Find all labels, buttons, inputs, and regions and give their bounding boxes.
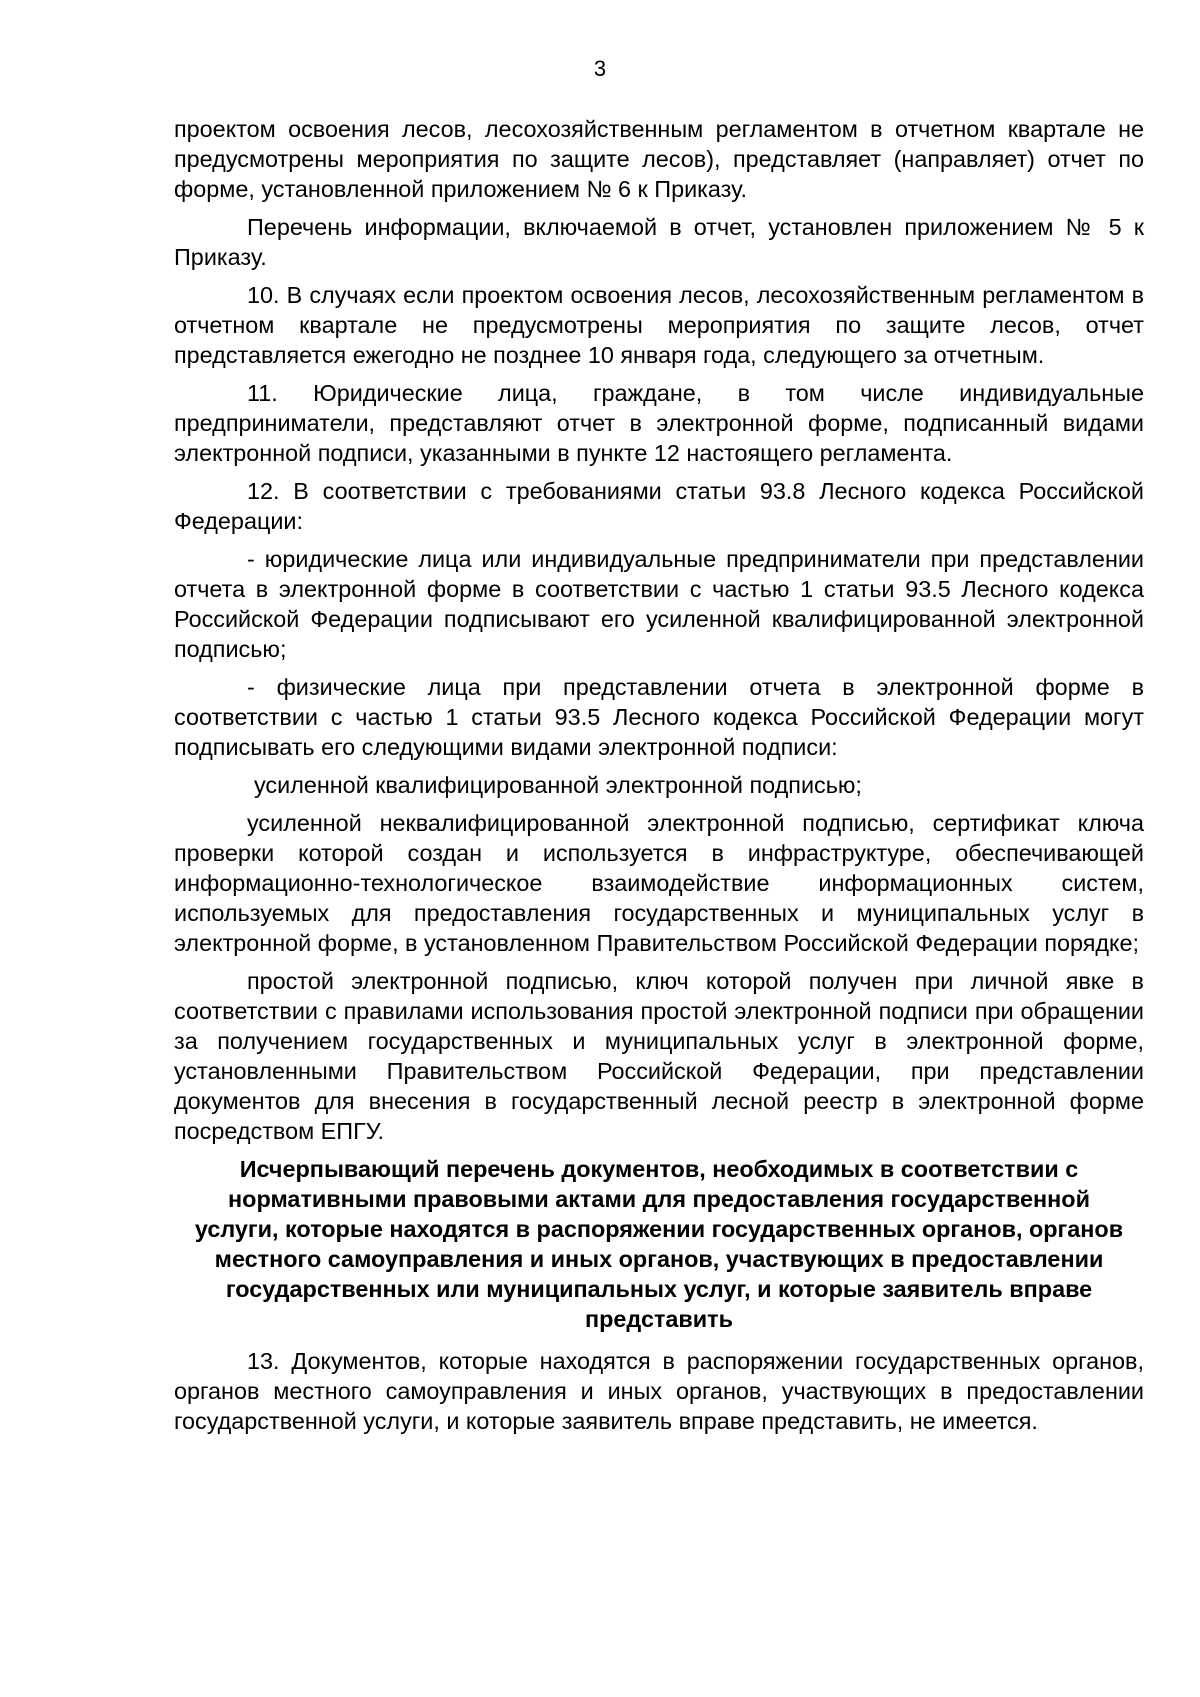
paragraph-simple-signature: простой электронной подписью, ключ которой получен при личной явке в соответствии с правилами использования простой электронной подписи при обращении за получением государственных и муниципальных услуг в электронной форме, установленными Правительством Российской Федерации, при представлении документов для внесения в государственный лесной реестр в электронной форме посредством ЕПГУ.: [174, 968, 1144, 1144]
paragraph-11: 11. Юридические лица, граждане, в том числе индивидуальные предприниматели, представляют отчет в электронной форме, подписанный видами электронной подписи, указанными в пункте 12 настоящего регламента.: [174, 380, 1144, 466]
document-body: [174, 114, 1144, 1444]
paragraph-qualified-signature: усиленной квалифицированной электронной подписью;: [254, 772, 862, 798]
paragraph-12: 12. В соответствии с требованиями статьи 93.8 Лесного кодекса Российской Федерации:: [174, 478, 1144, 534]
paragraph-10: 10. В случаях если проектом освоения лесов, лесохозяйственным регламентом в отчетном квартале не предусмотрены мероприятия по защите лесов, отчет представляется ежегодно не позднее 10 января года, следующего за отчетным.: [174, 282, 1144, 368]
paragraph-13: 13. Документов, которые находятся в распоряжении государственных органов, органов местного самоуправления и иных органов, участвующих в предоставлении государственной услуги, и которые заявитель вправе представить, не имеется.: [174, 1348, 1144, 1434]
paragraph-continuation: проектом освоения лесов, лесохозяйственным регламентом в отчетном квартале не предусмотрены мероприятия по защите лесов), представляет (направляет) отчет по форме, установленной приложением № 6 к Приказу.: [174, 116, 1144, 202]
paragraph-unqualified-signature: усиленной неквалифицированной электронной подписью, сертификат ключа проверки которой создан и используется в инфраструктуре, обеспечивающей информационно-технологическое взаимодействие информационных систем, используемых для предоставления государственных и муниципальных услуг в электронной форме, в установленном Правительством Российской Федерации порядке;: [174, 810, 1144, 956]
paragraph-legal-entities: - юридические лица или индивидуальные предприниматели при представлении отчета в электронной форме в соответствии с частью 1 статьи 93.5 Лесного кодекса Российской Федерации подписывают его усиленной квалифицированной электронной подписью;: [174, 546, 1144, 662]
section-heading: Исчерпывающий перечень документов, необходимых в соответствии с нормативными правовыми актами для предоставления государственной услуги, которые находятся в распоряжении государственных органов, органов местного самоуправления и иных органов, участвующих в предоставлении государственных или муниципальных услуг, и которые заявитель вправе представить: [194, 1156, 1124, 1332]
paragraph-report-info-list: Перечень информации, включаемой в отчет, установлен приложением № 5 к Приказу.: [174, 214, 1144, 270]
page-number: 3: [593, 56, 607, 81]
paragraph-individuals: - физические лица при представлении отчета в электронной форме в соответствии с частью 1 статьи 93.5 Лесного кодекса Российской Федерации могут подписывать его следующими видами электронной подписи:: [174, 674, 1144, 760]
